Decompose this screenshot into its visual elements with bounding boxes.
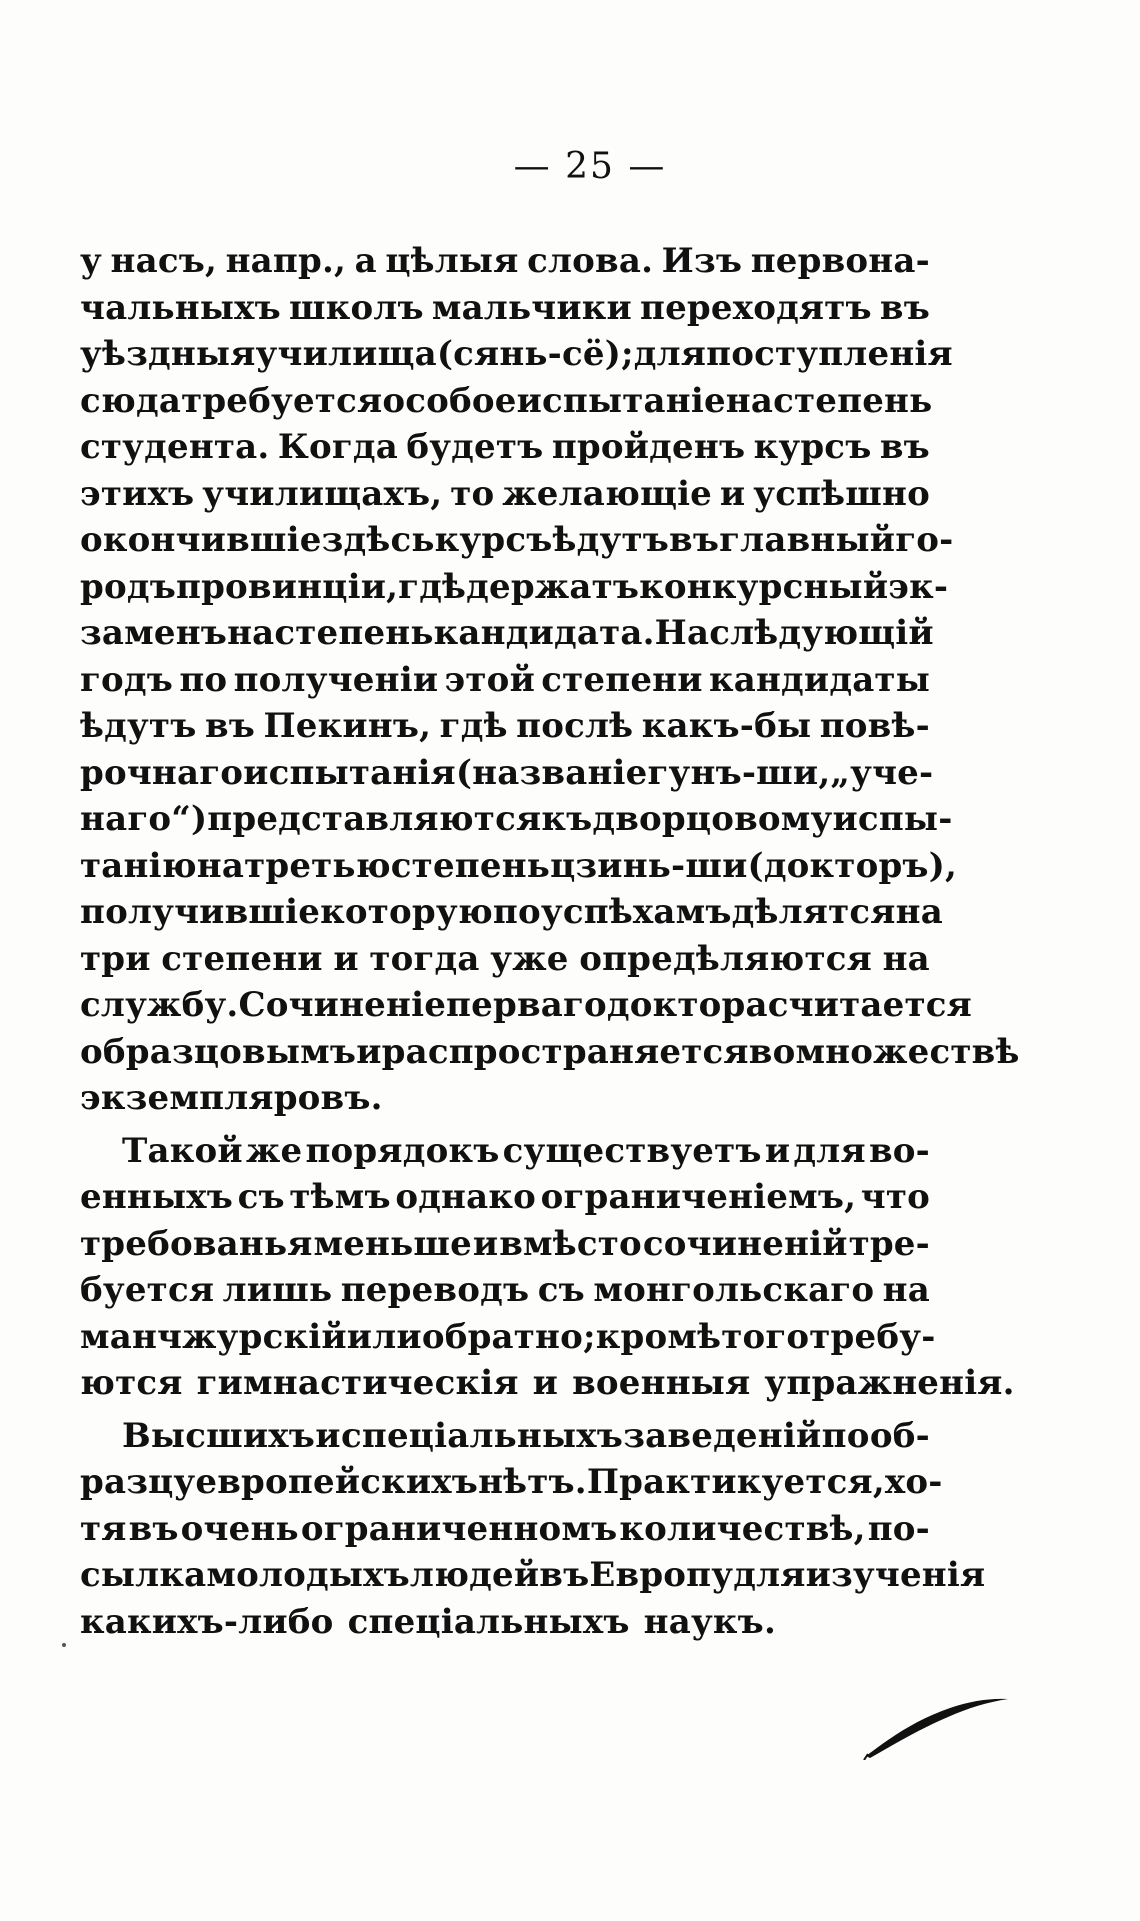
ink-stroke-mark bbox=[860, 1690, 1010, 1760]
text-line: ются гимнастическія и военныя упражненія. bbox=[80, 1363, 1015, 1403]
text-line: этихъ училищахъ, то желающіе и успѣшно bbox=[80, 473, 930, 514]
text-line: образцовымъ и распространяется во множествѣ bbox=[80, 1031, 1020, 1072]
text-line: какихъ-либо спеціальныхъ наукъ. bbox=[80, 1601, 776, 1642]
text-line: разцу европейскихъ нѣтъ. Практикуется, хо- bbox=[80, 1462, 943, 1502]
text-line: у насъ, напр., а цѣлыя слова. Изъ первона- bbox=[80, 241, 930, 281]
text-line: студента. Когда будетъ пройденъ курсъ въ bbox=[80, 427, 930, 467]
paragraph-1 bbox=[80, 238, 1020, 1122]
text-line: манчжурскій или обратно; кромѣ того требу- bbox=[80, 1316, 936, 1357]
text-line: службу. Сочиненіе перваго доктора считается bbox=[80, 985, 972, 1025]
text-line: танію на третью степень цзинь-ши (докторъ), bbox=[80, 845, 958, 886]
text-line: сюда требуется особое испытаніе на степень bbox=[80, 380, 933, 421]
text-line: сылка молодыхъ людей въ Европу для изученія bbox=[80, 1555, 986, 1595]
text-line: Высшихъ и спеціальныхъ заведеній по об- bbox=[122, 1415, 930, 1456]
text-line: получившіе которую по успѣхамъ дѣлятся на bbox=[80, 892, 943, 932]
text-line: буется лишь переводъ съ монгольскаго на bbox=[80, 1270, 930, 1310]
text-line: Такой же порядокъ существуетъ и для во- bbox=[122, 1130, 930, 1171]
text-line: чальныхъ школъ мальчики переходятъ въ bbox=[80, 287, 930, 328]
text-line: годъ по полученіи этой степени кандидаты bbox=[80, 659, 930, 700]
text-line: рочнаго испытанія (на званіе гунъ-ши, „уче- bbox=[80, 752, 934, 793]
paragraph-2 bbox=[80, 1128, 1015, 1407]
stray-dot bbox=[62, 1643, 66, 1647]
text-line: требованья меньше и вмѣсто сочиненій тре- bbox=[80, 1223, 930, 1264]
paragraph-3 bbox=[80, 1413, 986, 1646]
text-line: родъ провинціи, гдѣ держатъ конкурсный эк- bbox=[80, 566, 949, 607]
text-line: заменъ на степень кандидата. На слѣдующій bbox=[80, 613, 934, 653]
text-line: три степени и тогда уже опредѣляются на bbox=[80, 938, 930, 979]
page-number: — 25 — bbox=[513, 146, 667, 187]
text-line: наго“) представляются къ дворцовому испы- bbox=[80, 799, 953, 839]
text-line: енныхъ съ тѣмъ однако ограниченіемъ, что bbox=[80, 1177, 930, 1217]
text-line: тя въ очень ограниченномъ количествѣ, по- bbox=[80, 1508, 930, 1549]
body-text bbox=[80, 238, 1020, 1645]
text-line: ѣдутъ въ Пекинъ, гдѣ послѣ какъ-бы повѣ- bbox=[80, 706, 930, 746]
text-line: экземпляровъ. bbox=[80, 1078, 383, 1118]
text-line: уѣздныя училища (сянь-сё); для поступленія bbox=[80, 334, 953, 374]
text-line: окончившіе здѣсь курсъ ѣдутъ въ главный го- bbox=[80, 520, 954, 560]
